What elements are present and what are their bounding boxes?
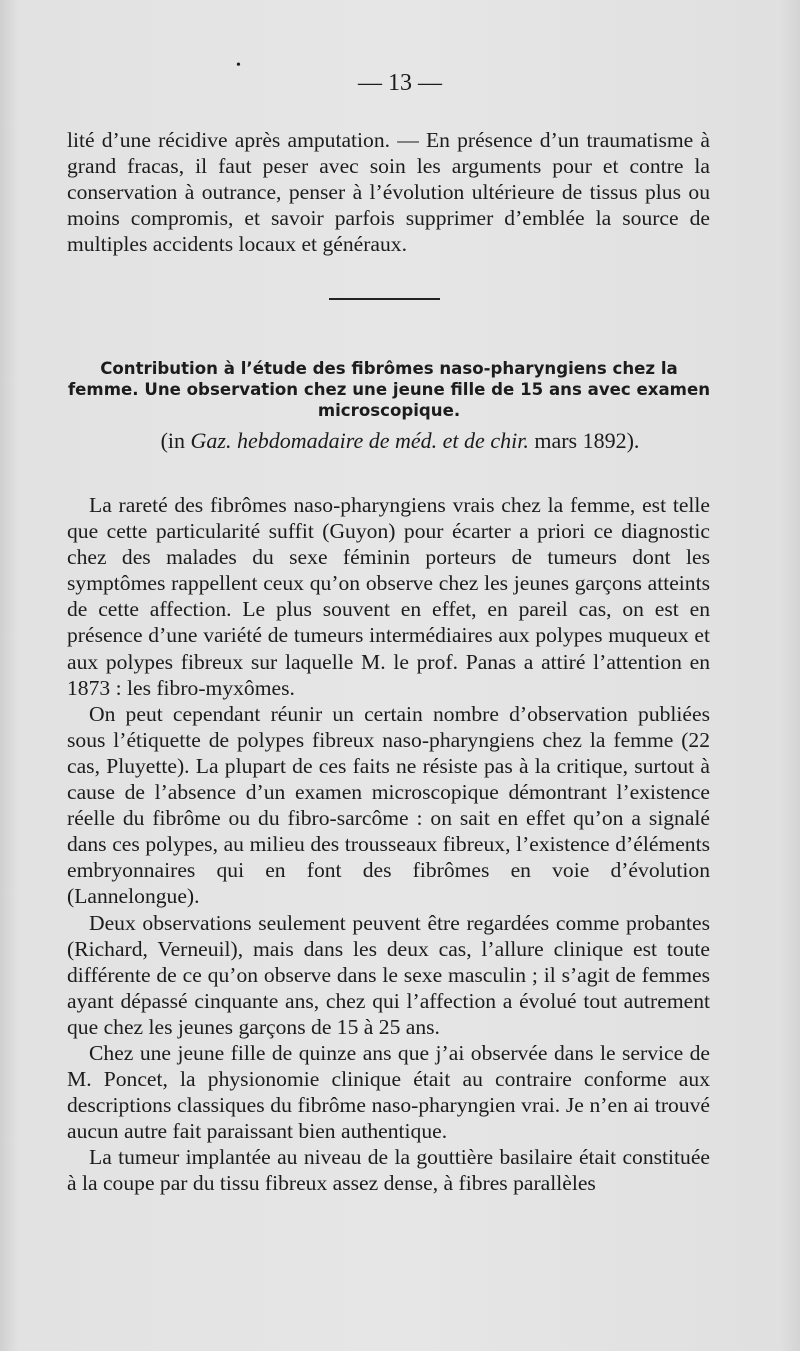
article-citation [0, 428, 800, 454]
paragraph-1: La rareté des fibrômes naso-pharyngiens vrais chez la femme, est telle que cette particularité suffit (Guyon) pour écarter a priori ce diagnostic chez des malades du sexe féminin porteurs de tumeurs dont les symptômes rappellent ceux qu’on observe chez les jeunes garçons atteints de cette affection. Le plus souvent en effet, en pareil cas, on est en présence d’une variété de tumeurs intermédiaires aux polypes muqueux et aux polypes fibreux sur laquelle M. le prof. Panas a attiré l’attention en 1873 : les fibro-myxômes. [67, 493, 710, 700]
paragraph-3: Deux observations seulement peuvent être regardées comme probantes (Richard, Verneuil), mais dans les deux cas, l’allure clinique est toute différente de ce qu’on observe dans le sexe masculin ; il s’agit de femmes ayant dépassé cinquante ans, chez qui l’affection a évolué tout autrement que chez les jeunes garçons de 15 à 25 ans. [67, 910, 710, 1039]
intro-section [67, 127, 710, 257]
article-body [67, 492, 710, 1197]
stray-mark: • [236, 58, 241, 73]
intro-paragraph: lité d’une récidive après amputation. — En présence d’un traumatisme à grand fracas, il faut peser avec soin les arguments pour et contre la conservation à outrance, penser à l’évolution ultérieure de tissus plus ou moins compromis, et savoir parfois supprimer d’emblée la source de multiples accidents locaux et généraux. [67, 128, 710, 257]
citation-date: mars 1892). [528, 428, 640, 453]
citation-open: (in [160, 428, 191, 453]
article-title: Contribution à l’étude des fibrômes naso-pharyngiens chez la femme. Une observation chez une jeune fille de 15 ans avec examen microscopique. [67, 359, 711, 420]
paragraph-4: Chez une jeune fille de quinze ans que j’ai observée dans le service de M. Poncet, la physionomie clinique était au contraire conforme aux descriptions classiques du fibrôme naso-pharyngien vrai. Je n’en ai trouvé aucun autre fait paraissant bien authentique. [67, 1040, 710, 1144]
citation-journal: Gaz. hebdomadaire de méd. et de chir. [190, 428, 529, 453]
section-divider [329, 298, 440, 300]
paragraph-5: La tumeur implantée au niveau de la gouttière basilaire était constituée à la coupe par du tissu fibreux assez dense, à fibres parallèles [67, 1145, 710, 1196]
page-number: — 13 — [358, 70, 442, 96]
paragraph-2: On peut cependant réunir un certain nombre d’observation publiées sous l’étiquette de polypes fibreux naso-pharyngiens chez la femme (22 cas, Pluyette). La plupart de ces faits ne résiste pas à la critique, surtout à cause de l’absence d’un examen microscopique démontrant l’existence réelle du fibrôme ou du fibro-sarcôme : on sait en effet qu’on a signalé dans ces polypes, au milieu des trousseaux fibreux, l’existence d’éléments embryonnaires qui en font des fibrômes en voie d’évolution (Lannelongue). [67, 701, 710, 909]
